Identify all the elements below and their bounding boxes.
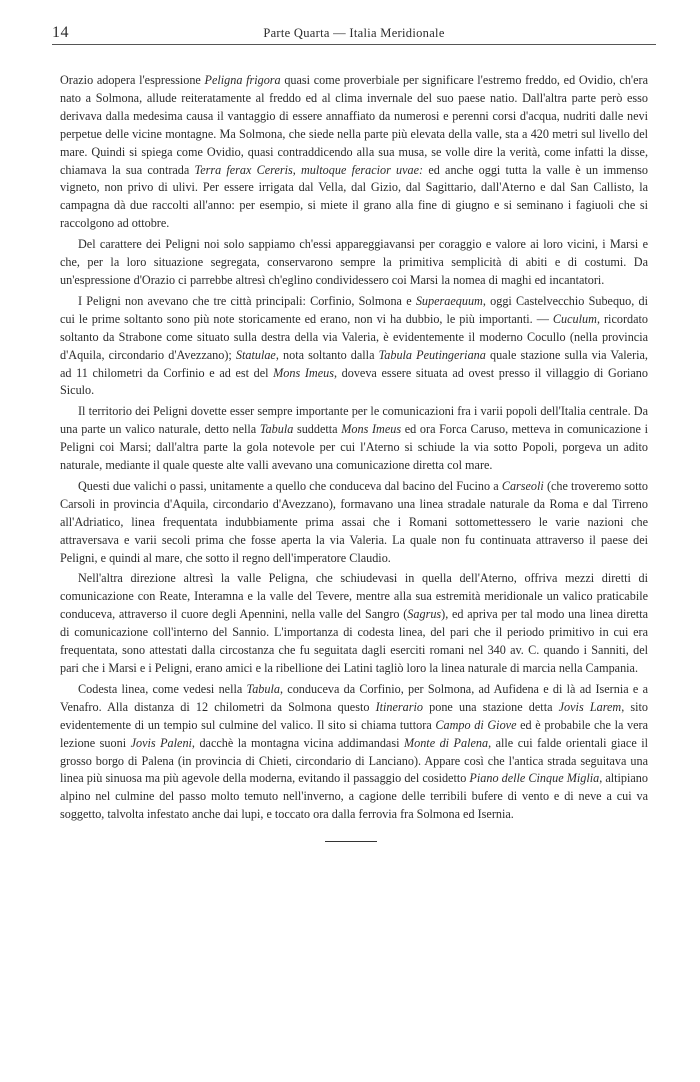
text-run: Questi due valichi o passi, unitamente a quello che conduceva dal bacino del Fucino a <box>78 478 502 493</box>
body-text <box>60 72 648 827</box>
text-run: I Peligni non avevano che tre città principali: Corfinio, Solmona e <box>78 293 416 308</box>
end-rule <box>325 841 377 842</box>
running-title: Parte Quarta — Italia Meridionale <box>263 26 445 40</box>
text-run: ed è probabile che la vera lezione suoni <box>60 717 648 750</box>
text-run: , sito evidentemente di un tempio sul culmine del valico. Il sito si chiama tuttora <box>60 699 649 732</box>
paragraph <box>60 72 648 233</box>
paragraph <box>60 478 648 568</box>
italic-text: Tabula Peutingeriana <box>378 347 486 362</box>
italic-text: Carseoli <box>501 478 544 493</box>
italic-text: Statulae <box>235 347 276 362</box>
italic-text: Piano delle Cinque Miglia <box>469 771 600 786</box>
italic-text: Terra ferax Cereris, multoque feracior uvae: <box>194 162 424 177</box>
text-run: quasi come proverbiale per significare l'estremo freddo, ed Ovidio, ch'era nato a Solmona, allude reiteratamente al freddo ed al clima invernale del suo paese natio. Dall'altra parte però esso derivava dalla medesima causa il vantaggio di essere annaffiato da numerosi e perenni corsi d'acqua, nudriti dalle nevi perpetue delle vicine montagne. Ma Solmona, che siede nella parte più elevata della valle, sta a 420 metri sul livello del mare. Quindi si spiega come Ovidio, quasi contraddicendo alla sua musa, se volle dire la verità, come infatti la disse, chiamava la sua contrada <box>60 73 648 177</box>
paragraph <box>60 236 648 290</box>
italic-text: Cuculum <box>552 311 597 326</box>
text-run: ed ora Forca Caruso, metteva in comunicazione i Peligni coi Marsi; dall'altra parte la gola notevole per cui l'Aterno si schiude la via sotto Popoli, porgeva un adito naturale, mediante il quale queste alte valli avevano una comunicazione diretta col mare. <box>60 422 648 473</box>
text-run: , altipiano alpino nel culmine del passo molto temuto nell'inverno, a cagione delle terribili bufere di vento e di neve a cui va soggetto, talvolta infestato anche dai lupi, e toccato ora dalla ferrovia fra Solmona ed Isernia. <box>60 771 648 822</box>
text-run: Codesta linea, come vedesi nella <box>78 681 247 696</box>
italic-text: Mons Imeus <box>273 365 334 380</box>
paragraph <box>60 681 648 824</box>
italic-text: Jovis Paleni <box>130 735 192 750</box>
italic-text: Tabula <box>246 681 280 696</box>
paragraph <box>60 293 648 400</box>
page-header <box>52 22 656 45</box>
italic-text: Tabula <box>259 422 294 437</box>
paragraph <box>60 570 648 677</box>
text-run: , alle cui falde orientali giace il grosso borgo di Palena (in provincia di Chieti, circondario di Lanciano). Appare così che l'antica strada seguitava una linea più sinuosa ma più agevole della moderna, evitando il passaggio del cosidetto <box>60 735 648 786</box>
text-run: , doveva essere situata ad ovest presso il villaggio di Goriano Siculo. <box>60 365 648 398</box>
italic-text: Sagrus <box>407 607 442 622</box>
text-run: Orazio adopera l'espressione <box>60 73 205 87</box>
text-run: , ricordato soltanto da Strabone come situato sulla destra della via Valeria, è evidentemente il moderno Cocullo (nella provincia d'Aquila, circondario d'Avezzano); <box>60 311 648 362</box>
italic-text: Mons Imeus <box>341 422 402 437</box>
paragraph <box>60 403 648 475</box>
text-run: quale stazione sulla via Valeria, ad 11 chilometri da Corfinio e ad est del <box>60 347 648 380</box>
italic-text: Campo di Giove <box>435 717 517 732</box>
text-run: (che troveremo sotto Carsoli in provincia d'Aquila, circondario d'Avezzano), formavano una linea stradale naturale da Roma e dal Tirreno all'Adriatico, linea frequentata indubbiamente prima assai che i Romani sottomettessero le varie nazioni che attraversava e varii secoli prima che fosse aperta la via Valeria. La quale non fu continuata attraverso il paese dei Peligni, e quindi al mare, che sotto il regno dell'imperatore Claudio. <box>60 478 648 565</box>
text-run: Il territorio dei Peligni dovette esser sempre importante per le comunicazioni fra i varii popoli dell'Italia centrale. Da una parte un valico naturale, detto nella <box>60 404 648 437</box>
text-run: ed anche oggi tutta la valle è un immenso vigneto, non privo di ulivi. Per essere irrigata dal Vella, dal Gizio, dal Sagittario, dall'Aterno e dal San Callisto, la campagna dà due raccolti all'anno: per esempio, si miete il grano alla fine di giugno e si seminano i fagiuoli che si raccolgono ad ottobre. <box>60 162 648 231</box>
page-number: 14 <box>52 24 69 41</box>
italic-text: Jovis Larem <box>558 699 622 714</box>
italic-text: Monte di Palena <box>403 735 489 750</box>
text-run: Del carattere dei Peligni noi solo sappiamo ch'essi appareggiavansi per coraggio e valore ai loro vicini, i Marsi e che, per la loro situazione segregata, conservarono sempre la primitiva semplicità di abiti e di costumi. Da un'espressione d'Orazio ci parrebbe altresì ch'eglino condividessero coi Marsi la nomea di maghi ed incantatori. <box>60 237 648 287</box>
text-run: , conduceva da Corfinio, per Solmona, ad Aufidena e di là ad Isernia e a Venafro. Alla distanza di 12 chilometri da Solmona questo <box>60 681 648 714</box>
text-run: Nell'altra direzione altresì la valle Peligna, che schiudevasi in quella dell'Aterno, offriva mezzi diretti di comunicazione con Reate, Interamna e la valle del Tevere, mentre alla sua estremità meridionale un valico praticabile conduceva, attraverso il cuore degli Apennini, nella valle del Sangro ( <box>60 571 648 622</box>
text-run: ), ed apriva per tal modo una linea diretta di comunicazione coll'interno del Sannio. L'importanza di codesta linea, del pari che il periodo primitivo in cui era frequentata, sono attestati dalla circostanza che fu seguitata dagli eserciti romani nel 340 av. C. quando i Sanniti, del pari che i Marsi e i Peligni, erano amici e la ribellione dei Latini tagliò loro la linea naturale di marcia nella Campania. <box>60 607 648 675</box>
text-run: suddetta <box>293 422 342 437</box>
italic-text: Itinerario <box>375 699 423 714</box>
italic-text: Superaequum <box>415 293 483 308</box>
text-run: , oggi Castelvecchio Subequo, di cui le prime soltanto sono più note storicamente ed erano, non vi ha dubbio, le più importanti. — <box>60 293 648 326</box>
text-run: , nota soltanto dalla <box>275 347 379 362</box>
text-run: pone una stazione detta <box>423 699 559 714</box>
italic-text: Peligna frigora <box>204 73 281 87</box>
text-run: , dacchè la montagna vicina addimandasi <box>191 735 404 750</box>
